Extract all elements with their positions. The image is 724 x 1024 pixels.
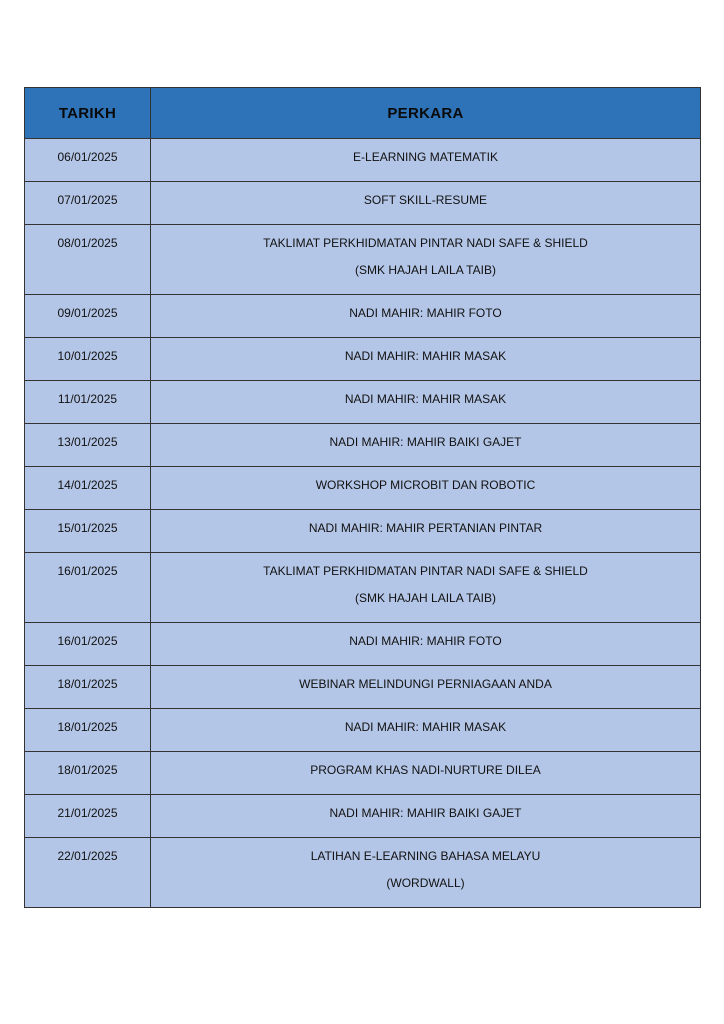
item-text: NADI MAHIR: MAHIR FOTO	[349, 634, 502, 648]
date-text: 22/01/2025	[57, 849, 118, 863]
cell-date	[25, 510, 151, 553]
item-text: WEBINAR MELINDUNGI PERNIAGAAN ANDA	[299, 677, 552, 691]
cell-item	[151, 623, 701, 666]
date-text: 07/01/2025	[57, 193, 118, 207]
table-body	[25, 139, 701, 908]
table-row	[25, 381, 701, 424]
cell-item	[151, 838, 701, 908]
cell-date	[25, 295, 151, 338]
cell-date	[25, 752, 151, 795]
date-text: 21/01/2025	[57, 806, 118, 820]
table-row	[25, 510, 701, 553]
cell-item	[151, 467, 701, 510]
item-text: NADI MAHIR: MAHIR BAIKI GAJET	[329, 806, 522, 820]
item-text: SOFT SKILL-RESUME	[363, 193, 488, 207]
cell-item	[151, 381, 701, 424]
cell-date	[25, 709, 151, 752]
table-row	[25, 752, 701, 795]
item-text: PROGRAM KHAS NADI-NURTURE DILEA	[310, 763, 541, 777]
cell-date	[25, 225, 151, 295]
date-text: 06/01/2025	[57, 150, 118, 164]
item-text: NADI MAHIR: MAHIR BAIKI GAJET	[329, 435, 522, 449]
cell-date	[25, 838, 151, 908]
cell-date	[25, 666, 151, 709]
table-header	[25, 88, 701, 139]
date-text: 16/01/2025	[57, 634, 118, 648]
date-text: 13/01/2025	[57, 435, 118, 449]
table-row	[25, 424, 701, 467]
cell-item	[151, 139, 701, 182]
cell-date	[25, 467, 151, 510]
item-text: TAKLIMAT PERKHIDMATAN PINTAR NADI SAFE & SHIELD	[263, 236, 588, 250]
item-text: LATIHAN E-LEARNING BAHASA MELAYU	[310, 849, 541, 863]
cell-item	[151, 182, 701, 225]
item-text: NADI MAHIR: MAHIR MASAK	[344, 720, 507, 734]
cell-item	[151, 510, 701, 553]
item-text: WORKSHOP MICROBIT DAN ROBOTIC	[315, 478, 536, 492]
date-text: 10/01/2025	[57, 349, 118, 363]
cell-date	[25, 182, 151, 225]
table-row	[25, 666, 701, 709]
cell-item	[151, 424, 701, 467]
table-row	[25, 338, 701, 381]
table-row	[25, 295, 701, 338]
cell-item	[151, 666, 701, 709]
header-row	[25, 88, 701, 139]
cell-date	[25, 623, 151, 666]
table-row	[25, 623, 701, 666]
table-row	[25, 553, 701, 623]
header-date: TARIKH	[25, 88, 151, 139]
table-row	[25, 182, 701, 225]
date-text: 16/01/2025	[57, 564, 118, 578]
table-row	[25, 139, 701, 182]
item-text: NADI MAHIR: MAHIR MASAK	[344, 392, 507, 406]
table-row	[25, 795, 701, 838]
table-row	[25, 225, 701, 295]
cell-item	[151, 795, 701, 838]
item-text: (SMK HAJAH LAILA TAIB)	[355, 591, 496, 605]
cell-item	[151, 295, 701, 338]
item-text: NADI MAHIR: MAHIR FOTO	[349, 306, 502, 320]
date-text: 18/01/2025	[57, 677, 118, 691]
date-text: 08/01/2025	[57, 236, 118, 250]
cell-item	[151, 709, 701, 752]
cell-item	[151, 225, 701, 295]
cell-item	[151, 553, 701, 623]
header-item: PERKARA	[151, 88, 701, 139]
date-text: 11/01/2025	[57, 392, 118, 406]
cell-date	[25, 795, 151, 838]
item-text: NADI MAHIR: MAHIR PERTANIAN PINTAR	[308, 521, 543, 535]
table-row	[25, 838, 701, 908]
date-text: 09/01/2025	[57, 306, 118, 320]
cell-item	[151, 338, 701, 381]
cell-date	[25, 381, 151, 424]
item-text: E-LEARNING MATEMATIK	[353, 150, 498, 164]
item-text: (WORDWALL)	[386, 876, 465, 890]
item-text: TAKLIMAT PERKHIDMATAN PINTAR NADI SAFE & SHIELD	[263, 564, 588, 578]
cell-date	[25, 424, 151, 467]
date-text: 18/01/2025	[57, 720, 118, 734]
date-text: 18/01/2025	[57, 763, 118, 777]
schedule-table	[24, 87, 701, 908]
cell-item	[151, 752, 701, 795]
date-text: 14/01/2025	[57, 478, 118, 492]
cell-date	[25, 553, 151, 623]
table-row	[25, 709, 701, 752]
item-text: NADI MAHIR: MAHIR MASAK	[344, 349, 507, 363]
cell-date	[25, 139, 151, 182]
table-row	[25, 467, 701, 510]
item-text: (SMK HAJAH LAILA TAIB)	[355, 263, 496, 277]
date-text: 15/01/2025	[57, 521, 118, 535]
cell-date	[25, 338, 151, 381]
